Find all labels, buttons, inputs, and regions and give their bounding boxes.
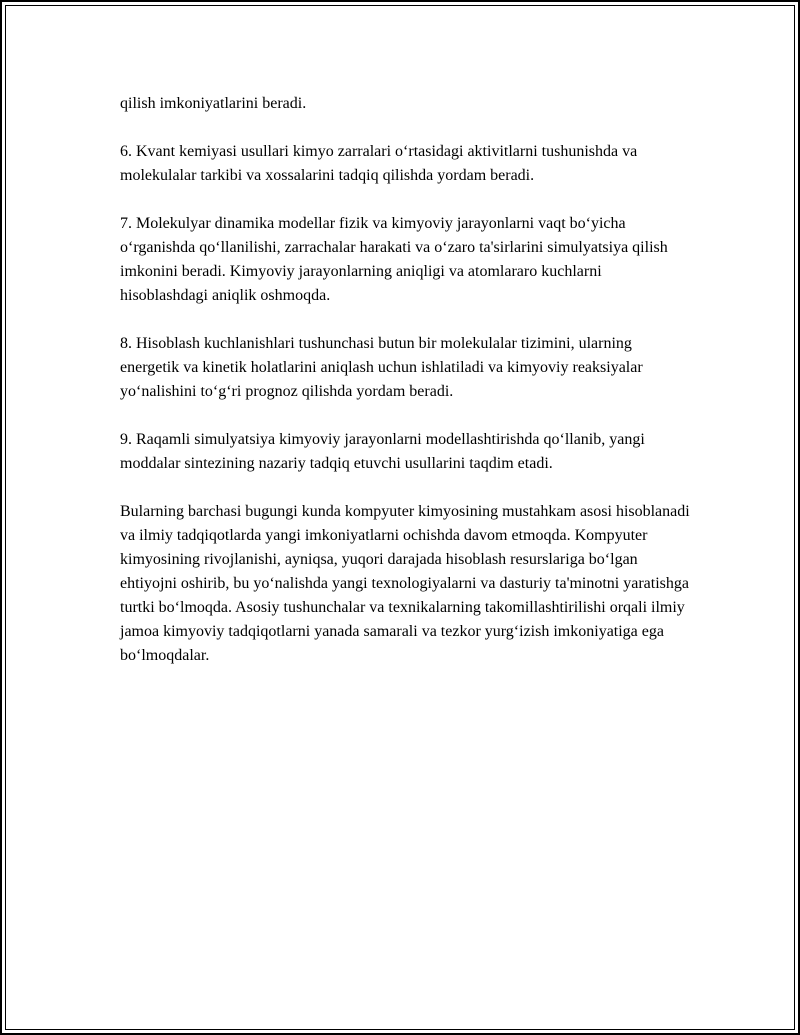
paragraph-item-9: 9. Raqamli simulyatsiya kimyoviy jarayonlarni modellashtirishda qo‘llanib, yangi moddalar sintezining nazariy tadqiq etuvchi usullarini taqdim etadi. xyxy=(120,431,645,472)
paragraph-item-7: 7. Molekulyar dinamika modellar fizik va kimyoviy jarayonlarni vaqt bo‘yicha o‘rganishda qo‘llanilishi, zarrachalar harakati va o‘zaro ta'sirlarini simulyatsiya qilish imkonini beradi. Kimyoviy jarayonlarning aniqligi va atomlararo kuchlarni hisoblashdagi aniqlik oshmoqda. xyxy=(120,215,668,304)
document-body xyxy=(120,92,690,692)
paragraph-conclusion: Bularning barchasi bugungi kunda kompyuter kimyosining mustahkam asosi hisoblanadi va ilmiy tadqiqotlarda yangi imkoniyatlarni ochishda davom etmoqda. Kompyuter kimyosining rivojlanishi, ayniqsa, yuqori darajada hisoblash resurslariga bo‘lgan ehtiyojni oshirib, bu yo‘nalishda yangi texnologiyalarni va dasturiy ta'minotni yaratishga turtki bo‘lmoqda. Asosiy tushunchalar va texnikalarning takomillashtirilishi orqali ilmiy jamoa kimyoviy tadqiqotlarni yanada samarali va tezkor yurg‘izish imkoniyatiga ega bo‘lmoqdalar. xyxy=(120,503,690,664)
paragraph-item-8: 8. Hisoblash kuchlanishlari tushunchasi butun bir molekulalar tizimini, ularning energetik va kinetik holatlarini aniqlash uchun ishlatiladi va kimyoviy reaksiyalar yo‘nalishini to‘g‘ri prognoz qilishda yordam beradi. xyxy=(120,335,643,400)
paragraph-item-6: 6. Kvant kemiyasi usullari kimyo zarralari o‘rtasidagi aktivitlarni tushunishda va molekulalar tarkibi va xossalarini tadqiq qilishda yordam beradi. xyxy=(120,143,638,184)
paragraph-continuation: qilish imkoniyatlarini beradi. xyxy=(120,95,307,112)
